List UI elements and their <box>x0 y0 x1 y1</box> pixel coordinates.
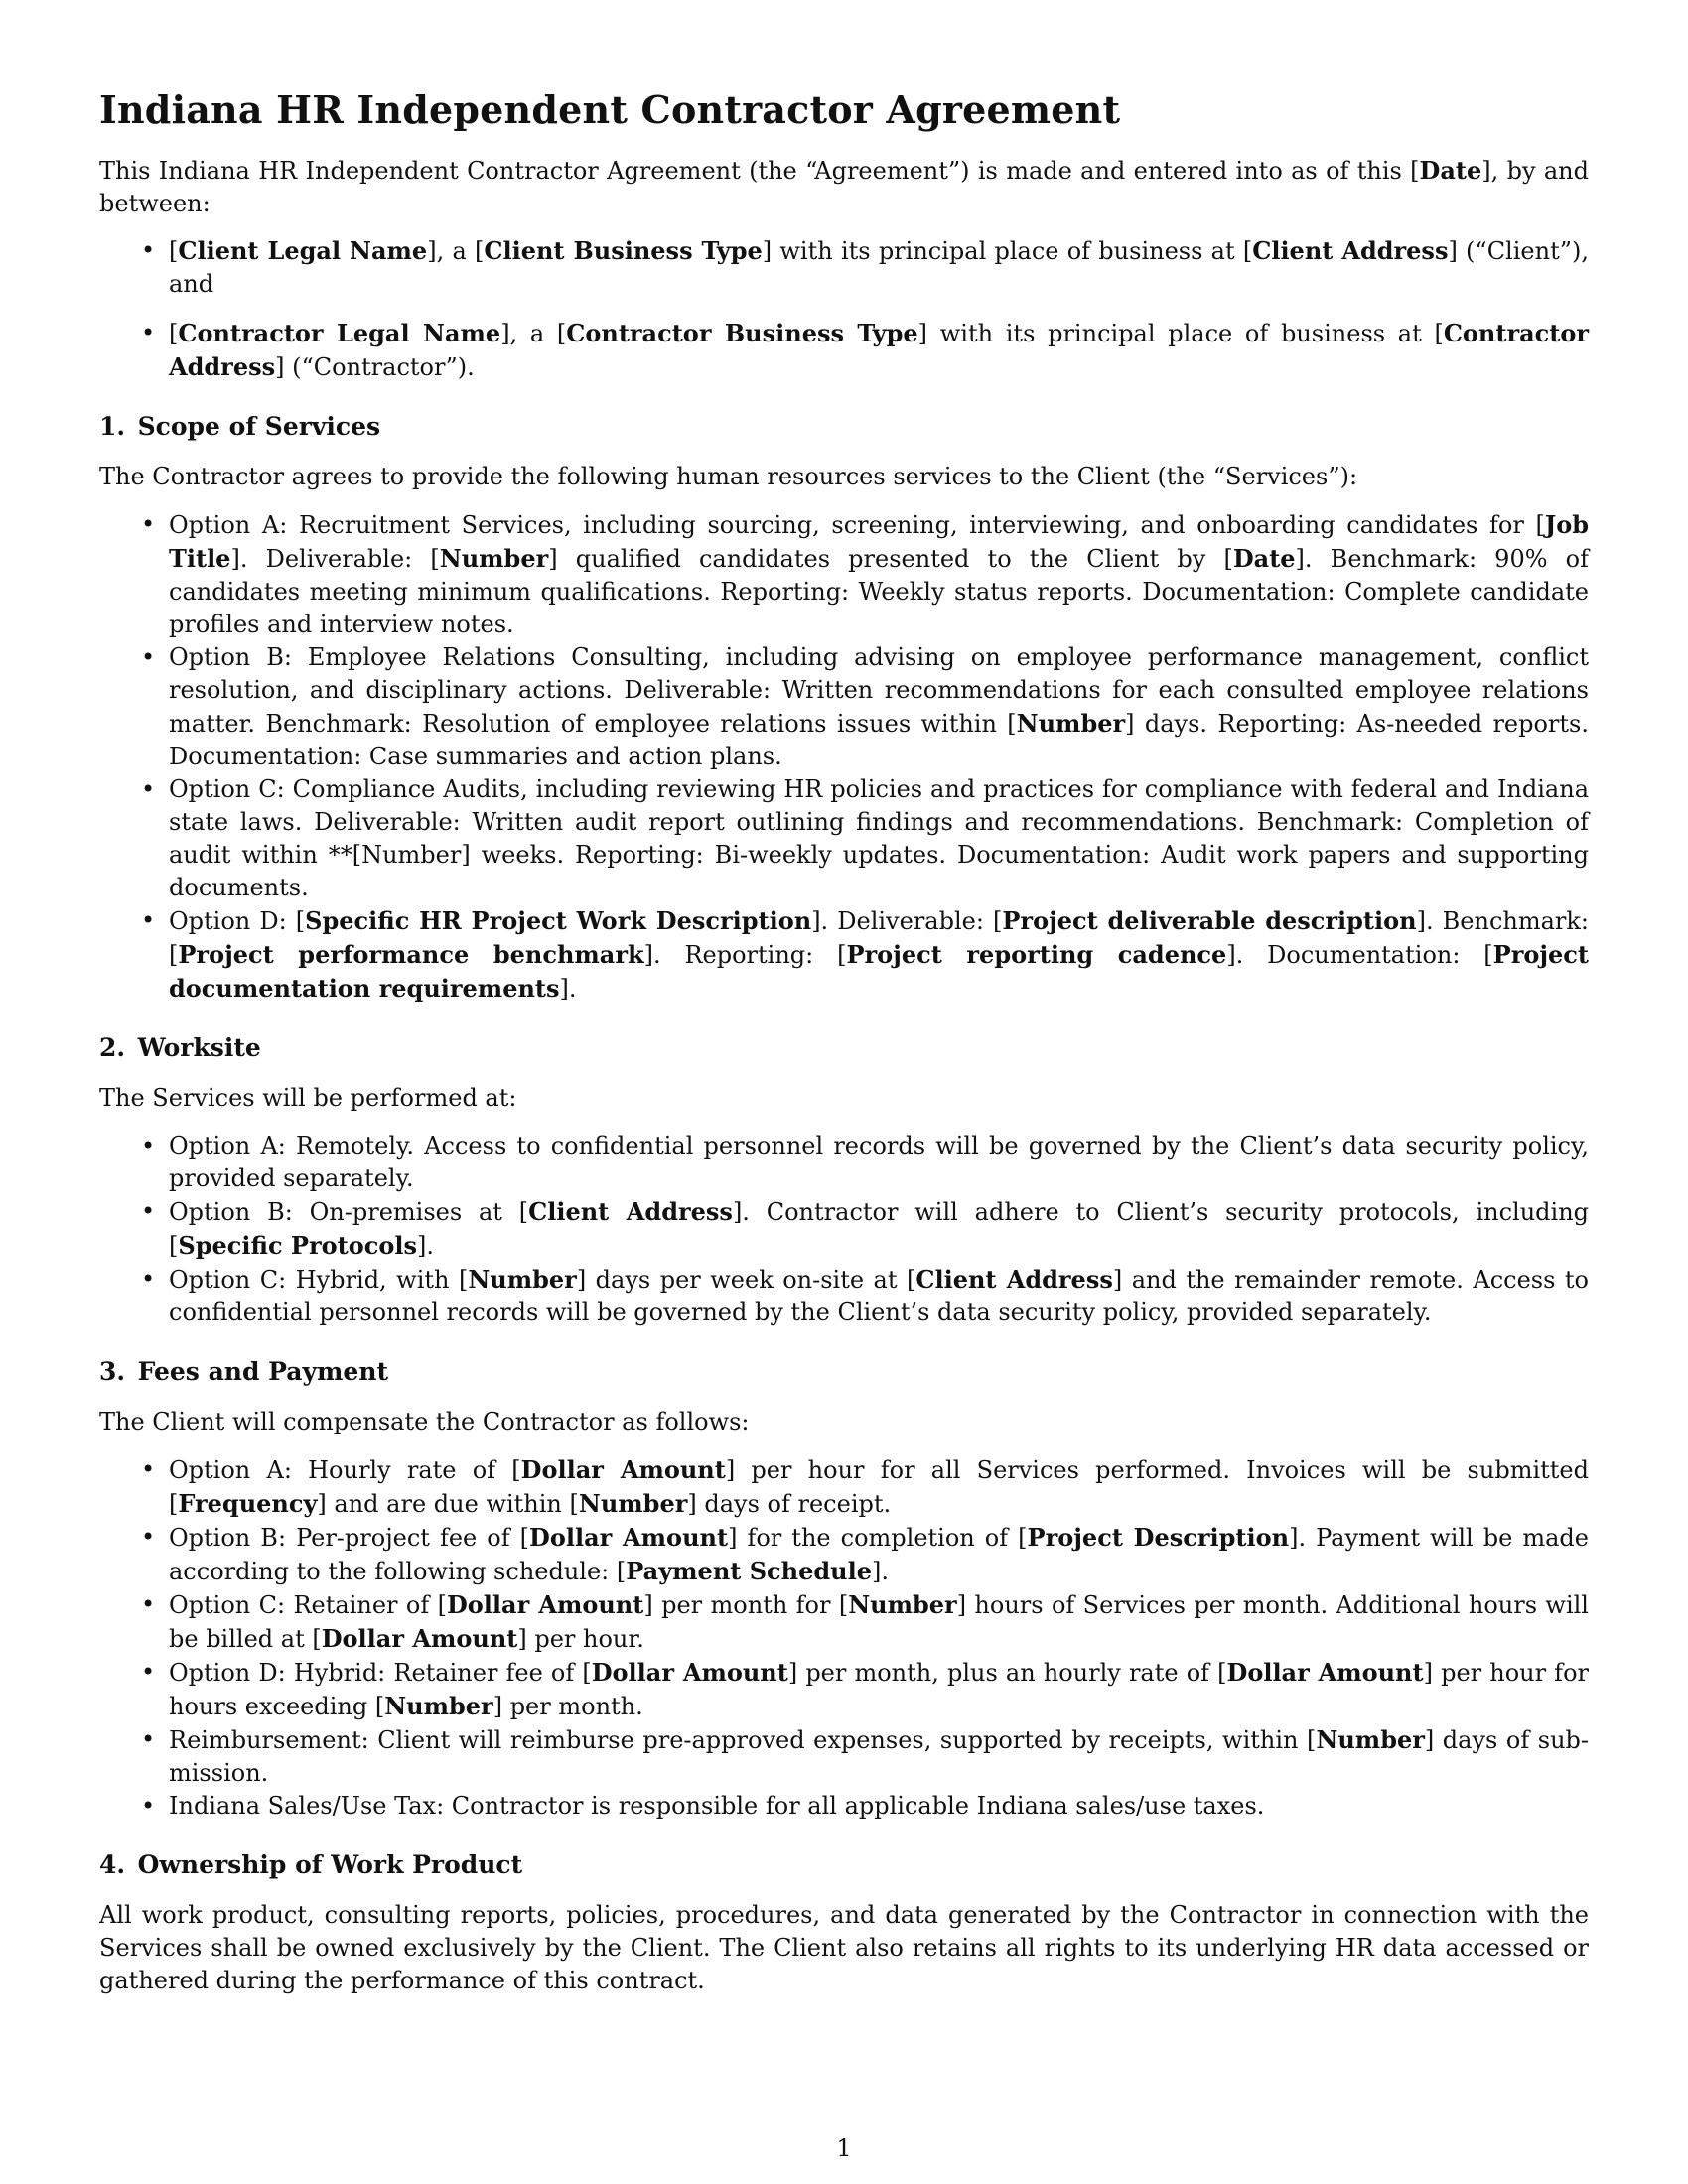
list-item: • Option C: Hybrid, with [Number] days per week on-site at [Client Address] and the remainder remote. Access to confidential personnel records will be governed by the Client’s data security policy, provided separately. <box>169 1263 1589 1329</box>
section-heading: 2. Worksite <box>99 1033 261 1062</box>
section-lead: The Client will compensate the Contractor as follows: <box>99 1408 750 1435</box>
list-item: • Option C: Retainer of [Dollar Amount] per month for [Number] hours of Services per month. Additional hours will be billed at [Dollar Amount] per hour. <box>169 1588 1589 1656</box>
section-worksite <box>99 1031 1589 1329</box>
list-item: • Indiana Sales/Use Tax: Contractor is responsible for all applicable Indiana sales/use taxes. <box>169 1790 1589 1823</box>
list-item: • Option B: On-premises at [Client Address]. Contractor will adhere to Client’s security protocols, including [Specific Protocols]. <box>169 1195 1589 1263</box>
party-contractor: • [Contractor Legal Name], a [Contractor Business Type] with its principal place of business at [Contractor Address] (“Contractor”). <box>169 317 1589 384</box>
section-heading: 1. Scope of Services <box>99 412 381 441</box>
fees-options-list <box>99 1453 1589 1823</box>
document-page <box>99 87 1589 1997</box>
section-body: All work product, consulting reports, policies, procedures, and data generated by the Contractor in connection with the Services shall be owned exclusively by the Client. The Client also retains all rights to its underlying HR data accessed or gathered during the performance of this contract. <box>99 1901 1589 1994</box>
section-lead: The Services will be performed at: <box>99 1084 517 1112</box>
scope-options-list <box>99 508 1589 1006</box>
section-ownership-of-work-product <box>99 1848 1589 1997</box>
section-fees-and-payment <box>99 1355 1589 1823</box>
list-item: • Option D: Hybrid: Retainer fee of [Dollar Amount] per month, plus an hourly rate of [Dollar Amount] per hour for hours exceeding [Number] per month. <box>169 1656 1589 1723</box>
section-heading: 3. Fees and Payment <box>99 1357 389 1386</box>
placeholder-date: Date <box>1419 156 1482 185</box>
section-scope-of-services <box>99 410 1589 1006</box>
list-item: • Option A: Hourly rate of [Dollar Amount] per hour for all Services performed. Invoices will be submitted [Frequency] and are due within [Number] days of receipt. <box>169 1453 1589 1521</box>
list-item: • Reimbursement: Client will reimburse pre-approved expenses, supported by receipts, within [Number] days of submission. <box>169 1723 1589 1790</box>
section-lead: The Contractor agrees to provide the following human resources services to the Client (the “Services”): <box>99 463 1358 490</box>
list-item: • Option D: [Specific HR Project Work Description]. Deliverable: [Project deliverable description]. Benchmark: [Project performance benchmark]. Reporting: [Project reporting cadence]. Documentation: [Project documentation requirements]. <box>169 904 1589 1006</box>
page-number: 1 <box>836 2134 852 2162</box>
list-item: • Option A: Remotely. Access to confidential personnel records will be governed by the Client’s data security policy, provided separately. <box>169 1130 1589 1195</box>
list-item: • Option B: Per-project fee of [Dollar Amount] for the completion of [Project Description]. Payment will be made according to the following schedule: [Payment Schedule]. <box>169 1521 1589 1588</box>
list-item: • Option C: Compliance Audits, including reviewing HR policies and practices for compliance with federal and Indiana state laws. Deliverable: Written audit report outlining findings and recommendations. Benchmark: Completion of audit within **[Number] weeks. Reporting: Bi-weekly updates. Documentation: Audit work papers and supporting documents. <box>169 773 1589 904</box>
list-item: • Option A: Recruitment Services, including sourcing, screening, interviewing, and onboarding candidates for [Job Title]. Deliverable: [Number] qualified candidates presented to the Client by [Date]. Benchmark: 90% of candidates meeting minimum qualifications. Reporting: Weekly status reports. Documentation: Complete candidate profiles and interview notes. <box>169 508 1589 641</box>
document-title: Indiana HR Independent Contractor Agreement <box>99 87 1121 132</box>
section-heading: 4. Ownership of Work Product <box>99 1850 523 1879</box>
list-item: • Option B: Employee Relations Consulting, including advising on employee performance management, conflict resolution, and disciplinary actions. Deliverable: Written recommendations for each consulted employee relations matter. Benchmark: Resolution of employee relations issues within [Number] days. Reporting: As-needed reports. Documentation: Case summaries and action plans. <box>169 641 1589 773</box>
party-client: • [Client Legal Name], a [Client Business Type] with its principal place of business at [Client Address] (“Client”), and <box>169 234 1589 301</box>
worksite-options-list <box>99 1130 1589 1329</box>
parties-list <box>99 234 1589 384</box>
intro-paragraph: This Indiana HR Independent Contractor Agreement (the “Agreement”) is made and entered into as of this [Date], by and between: <box>99 156 1589 217</box>
